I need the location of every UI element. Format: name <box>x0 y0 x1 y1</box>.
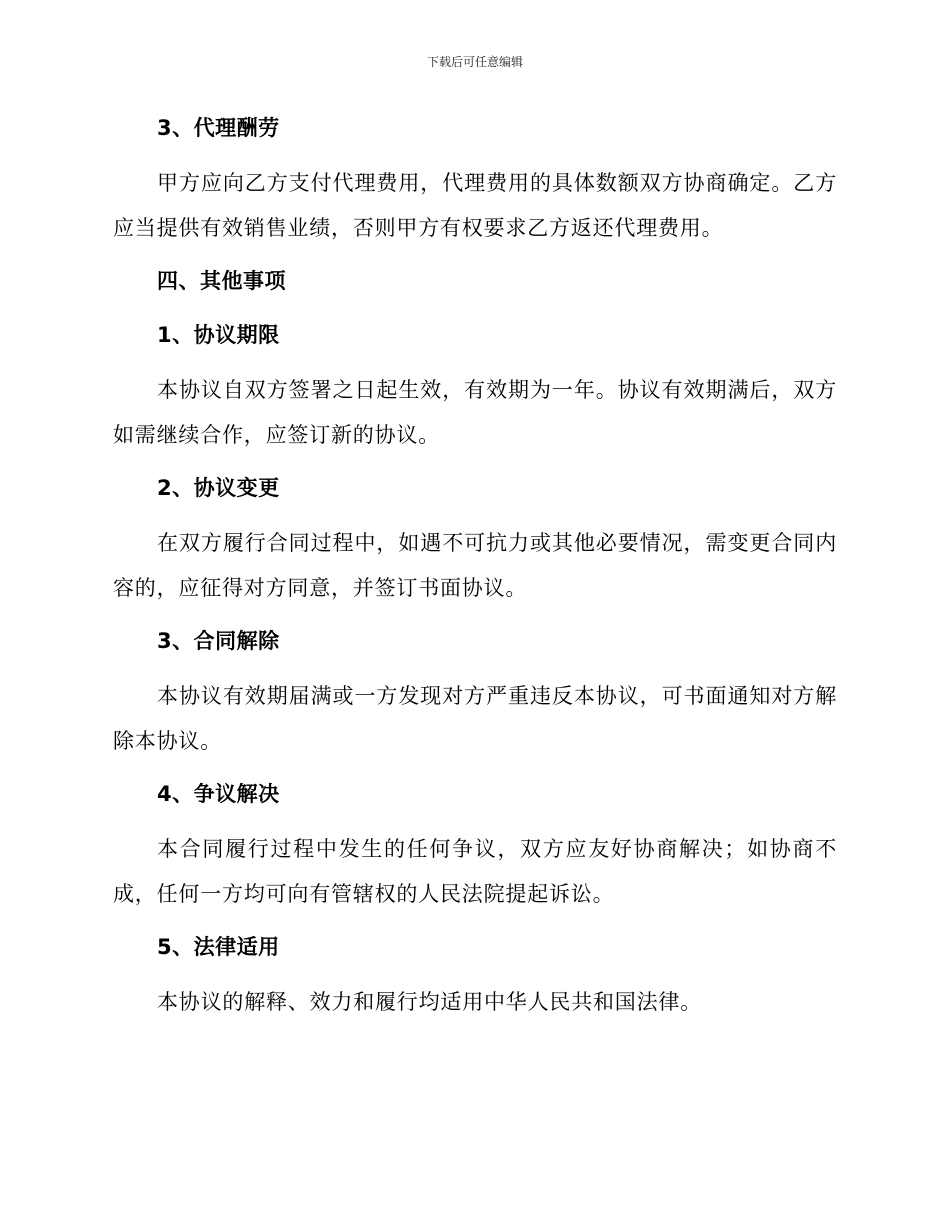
section-heading-contract-termination: 3、合同解除 <box>157 629 280 653</box>
section-heading-agreement-change: 2、协议变更 <box>157 476 280 500</box>
section-paragraph-applicable-law: 本协议的解释、效力和履行均适用中华人民共和国法律。 <box>157 990 702 1014</box>
section-paragraph-agreement-term: 本协议自双方签署之日起生效，有效期为一年。协议有效期满后，双方如需继续合作，应签订新的协议。 <box>113 378 837 447</box>
section-paragraph-dispute-resolution: 本合同履行过程中发生的任何争议，双方应友好协商解决；如协商不成，任何一方均可向有管辖权的人民法院提起诉讼。 <box>113 837 837 906</box>
section-heading-agreement-term: 1、协议期限 <box>157 323 280 347</box>
section-paragraph-contract-termination: 本协议有效期届满或一方发现对方严重违反本协议，可书面通知对方解除本协议。 <box>113 684 837 753</box>
section-paragraph-agency-fee: 甲方应向乙方支付代理费用，代理费用的具体数额双方协商确定。乙方应当提供有效销售业绩，否则甲方有权要求乙方返还代理费用。 <box>113 171 837 240</box>
section-heading-other-matters: 四、其他事项 <box>157 269 286 293</box>
section-heading-agency-fee: 3、代理酬劳 <box>157 116 280 140</box>
page-header-note: 下载后可任意编辑 <box>426 55 523 69</box>
section-heading-applicable-law: 5、法律适用 <box>157 935 280 959</box>
document-body <box>113 110 837 1025</box>
section-paragraph-agreement-change: 在双方履行合同过程中，如遇不可抗力或其他必要情况，需变更合同内容的，应征得对方同意，并签订书面协议。 <box>113 531 837 600</box>
section-heading-dispute-resolution: 4、争议解决 <box>157 782 280 806</box>
